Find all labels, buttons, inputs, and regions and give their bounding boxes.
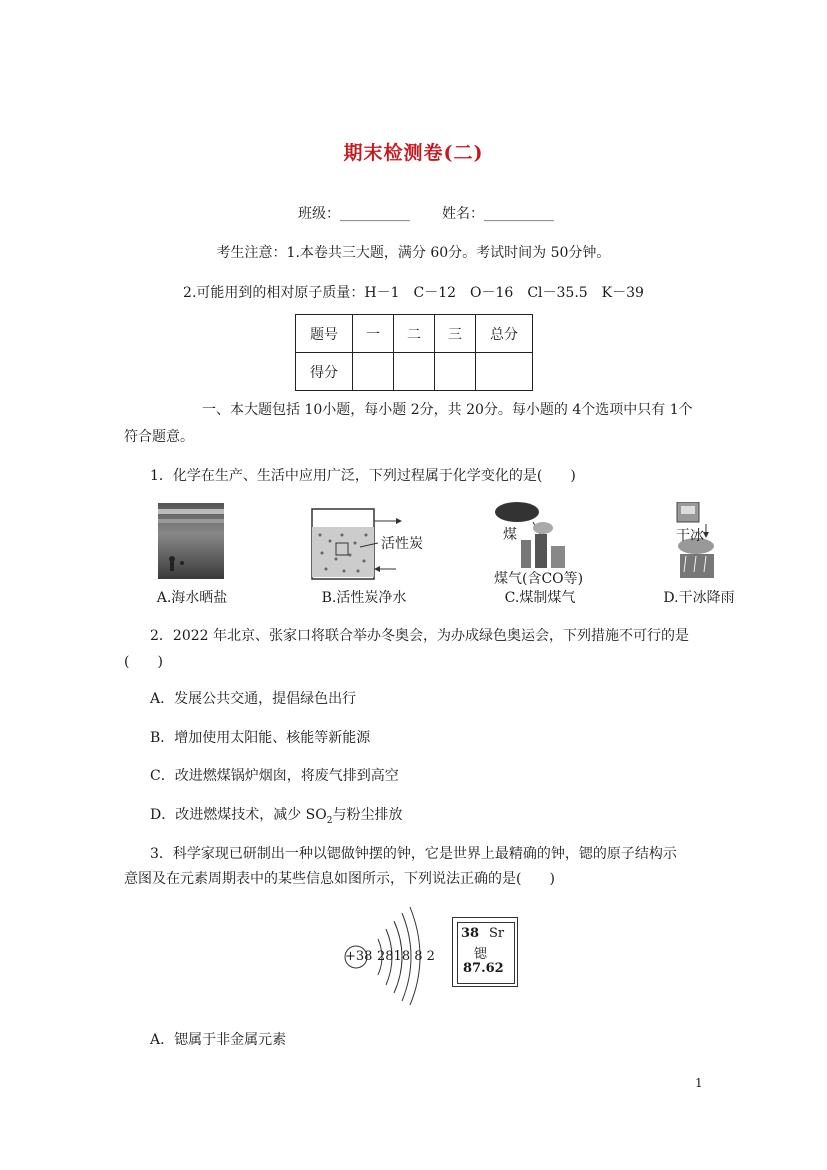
- score-cell: [394, 353, 435, 391]
- question-2-option-a: A．发展公共交通，提倡绿色出行: [150, 691, 357, 707]
- caption-b: B.活性炭净水: [321, 590, 407, 606]
- score-table: [295, 314, 533, 391]
- class-field: 班级：__________: [298, 206, 410, 222]
- label-dry-ice: 干冰: [676, 528, 704, 544]
- score-table-header-row: [296, 315, 533, 353]
- score-cell: [435, 353, 476, 391]
- score-cell: [353, 353, 394, 391]
- score-header-cell: 三: [435, 315, 476, 353]
- score-header-cell: 二: [394, 315, 435, 353]
- question-2-text-cont: ( ): [124, 654, 163, 670]
- label-activated-carbon: 活性炭: [381, 536, 423, 552]
- question-2-option-d: D．改进燃煤技术，减少 $SO_2$与粉尘排放: [150, 807, 403, 826]
- question-2-text: 2．2022 年北京、张家口将联合举办冬奥会，为办成绿色奥运会，下列措施不可行的是: [150, 628, 689, 644]
- score-table-score-row: [296, 353, 533, 391]
- exam-note-1: 考生注意：1.本卷共三大题，满分 60分。考试时间为 50分钟。: [216, 245, 611, 261]
- score-header-cell: 题号: [296, 315, 353, 353]
- atomic-number: 38: [461, 926, 480, 941]
- label-coal: 煤: [503, 527, 517, 543]
- section-1-instruction: 一、本大题包括 10小题，每小题 2分，共 20分。每小题的 4个选项中只有 1个: [202, 402, 693, 418]
- question-2-option-b: B．增加使用太阳能、核能等新能源: [150, 730, 371, 746]
- exam-note-2: 2.可能用到的相对原子质量：H－1 C－12 O－16 Cl－35.5 K－39: [183, 285, 644, 301]
- score-header-cell: 一: [353, 315, 394, 353]
- score-header-cell: 总分: [476, 315, 533, 353]
- page-title: 期末检测卷(二): [343, 142, 484, 164]
- caption-c: C.煤制煤气: [504, 590, 576, 606]
- element-symbol: Sr: [489, 926, 505, 941]
- name-field: 姓名：__________: [442, 206, 554, 222]
- question-3-text-cont: 意图及在元素周期表中的某些信息如图所示，下列说法正确的是( ): [124, 871, 555, 887]
- electron-shells: 2818 8 2: [377, 949, 435, 964]
- caption-a: A.海水晒盐: [156, 590, 228, 606]
- caption-d: D.干冰降雨: [663, 590, 735, 606]
- atomic-mass: 87.62: [463, 961, 504, 976]
- question-1-text: 1．化学在生产、生活中应用广泛，下列过程属于化学变化的是( ): [150, 468, 576, 484]
- sea-salt-drying-image: [158, 503, 224, 579]
- question-3-option-a: A．锶属于非金属元素: [150, 1032, 287, 1048]
- element-name: 锶: [474, 947, 488, 962]
- nucleus-charge: +38: [345, 949, 373, 964]
- question-3-text: 3．科学家现已研制出一种以锶做钟摆的钟，它是世界上最精确的钟，锶的原子结构示: [150, 846, 677, 862]
- section-1-instruction-cont: 符合题意。: [124, 429, 194, 445]
- score-cell: [476, 353, 533, 391]
- score-row-label: 得分: [296, 353, 353, 391]
- question-2-option-c: C．改进燃煤锅炉烟囱，将废气排到高空: [150, 768, 399, 784]
- label-coal-gas: 煤气(含CO等): [494, 571, 584, 587]
- page-number: 1: [695, 1076, 703, 1090]
